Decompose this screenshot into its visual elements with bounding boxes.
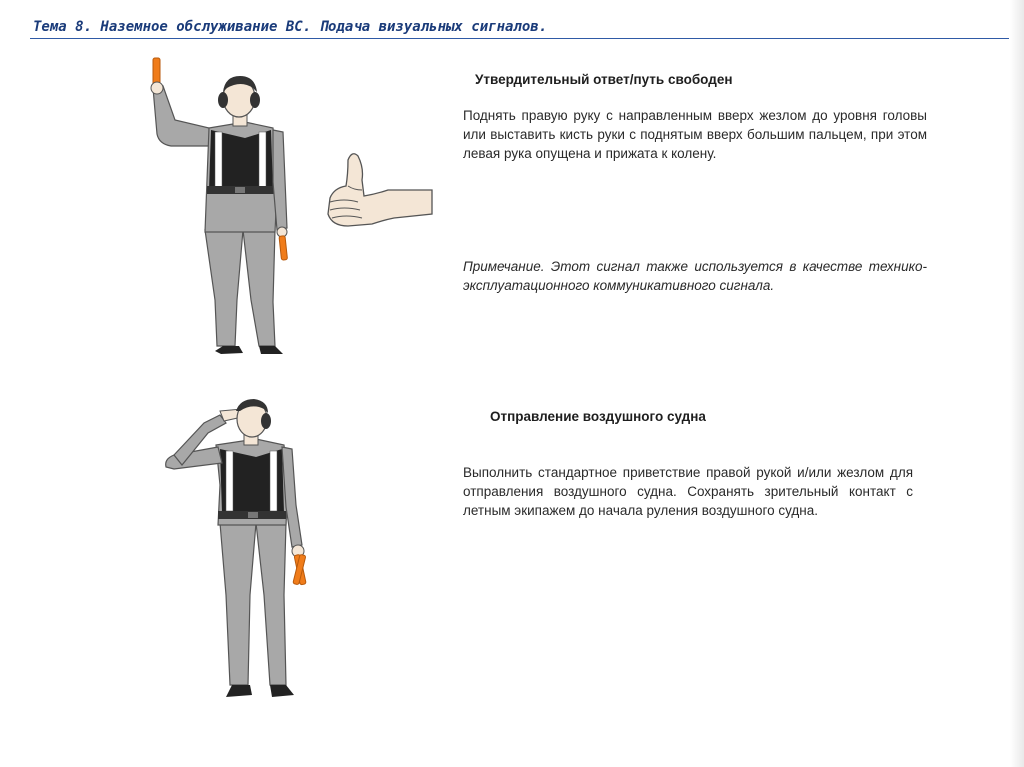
- slide-edge-shadow: [1010, 0, 1024, 767]
- signal-heading-affirmative: Утвердительный ответ/путь свободен: [475, 72, 733, 87]
- signal-description-departure: Выполнить стандартное приветствие правой рукой и/или жезлом для отправления воздушного судна. Сохранять зрительный контакт с летным экипажем до начала руления воздушного судна.: [463, 465, 913, 518]
- slide-title: Тема 8. Наземное обслуживание ВС. Подача визуальных сигналов.: [33, 19, 548, 35]
- marshaller-salute-illustration: [160, 395, 320, 710]
- title-divider: [30, 38, 1009, 39]
- signal-description-affirmative: Поднять правую руку с направленным вверх жезлом до уровня головы или выставить кисть руки с поднятым вверх большим пальцем, при этом левая рука опущена и прижата к колену.: [463, 108, 927, 161]
- signal-note-affirmative: Примечание. Этот сигнал также используется в качестве технико-эксплуатационного коммуникативного сигнала.: [463, 259, 927, 293]
- signal-heading-departure: Отправление воздушного судна: [490, 409, 706, 424]
- thumbs-up-hand-illustration: [322, 150, 438, 232]
- marshaller-raised-wand-illustration: [145, 50, 305, 362]
